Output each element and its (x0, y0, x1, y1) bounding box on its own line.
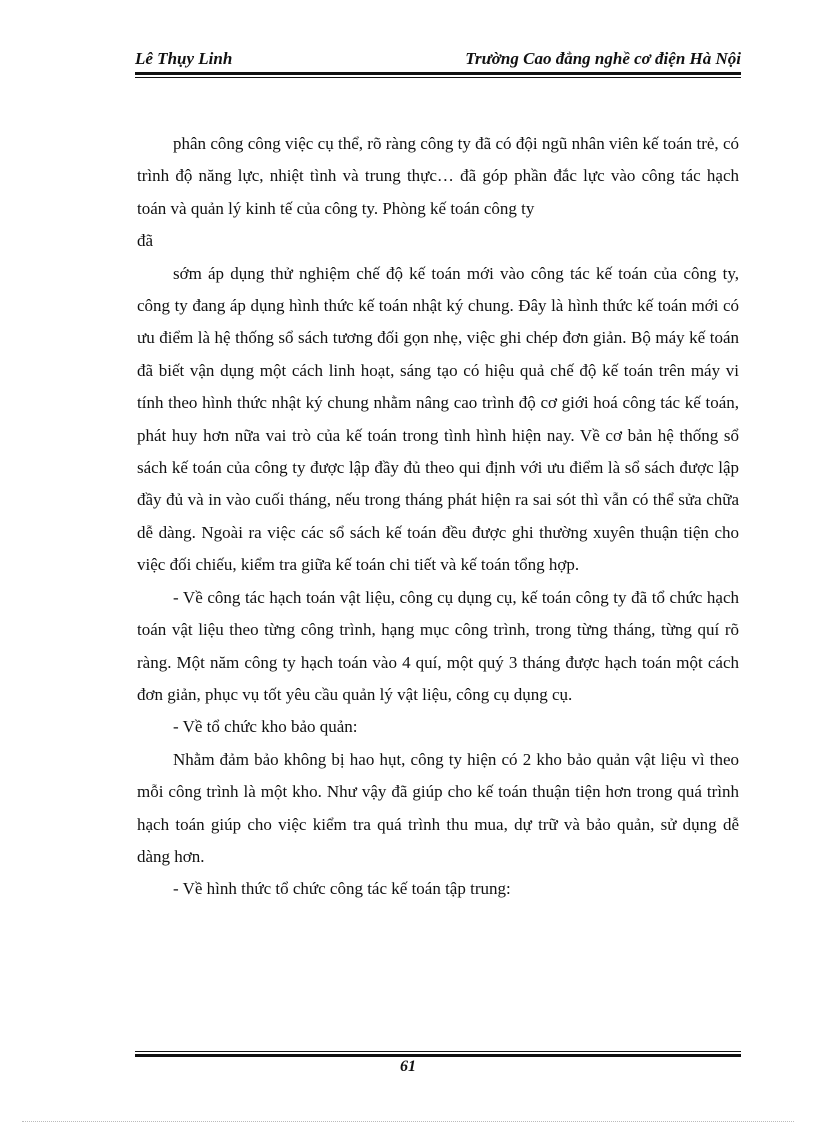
paragraph: đã (137, 231, 154, 251)
paragraph: phân công công việc cụ thể, rõ ràng công ty đã có đội ngũ nhân viên kế toán trẻ, có trình độ năng lực, nhiệt tình và trung thực… đã góp phần đắc lực vào công tác hạch toán và quản lý kinh tế của công ty. Phòng kế toán công ty (137, 134, 739, 218)
page-edge-divider (22, 1121, 794, 1122)
page-number: 61 (400, 1058, 416, 1075)
document-body (137, 128, 739, 906)
footer-rule-thin (135, 1051, 741, 1052)
header-school: Trường Cao đẳng nghề cơ điện Hà Nội (465, 49, 741, 68)
header-rule (135, 72, 741, 75)
page-header (135, 48, 741, 74)
paragraph: Nhằm đảm bảo không bị hao hụt, công ty hiện có 2 kho bảo quản vật liệu vì theo mỗi công trình là một kho. Như vậy đã giúp cho kế toán thuận tiện hơn trong quá trình hạch toán giúp cho việc kiểm tra quá trình thu mua, dự trữ và bảo quản, sử dụng dễ dàng hơn. (137, 749, 739, 866)
header-author: Lê Thụy Linh (135, 49, 233, 68)
paragraph: - Về công tác hạch toán vật liệu, công cụ dụng cụ, kế toán công ty đã tổ chức hạch toán vật liệu theo từng công trình, hạng mục công trình, trong từng tháng, từng quí rõ ràng. Một năm công ty hạch toán vào 4 quí, một quý 3 tháng được hạch toán một cách đơn giản, phục vụ tốt yêu cầu quản lý vật liệu, công cụ dụng cụ. (137, 587, 739, 704)
paragraph: - Về hình thức tổ chức công tác kế toán tập trung: (173, 879, 511, 899)
paragraph: sớm áp dụng thử nghiệm chế độ kế toán mới vào công tác kế toán của công ty, công ty đang áp dụng hình thức kế toán nhật ký chung. Đây là hình thức kế toán mới có ưu điểm là hệ thống sổ sách tương đối gọn nhẹ, việc ghi chép đơn giản. Bộ máy kế toán đã biết vận dụng một cách linh hoạt, sáng tạo có hiệu quả chế độ kế toán trên máy vi tính theo hình thức nhật ký chung nhằm nâng cao trình độ cơ giới hoá công tác kế toán, phát huy hơn nữa vai trò của kế toán trong tình hình hiện nay. Về cơ bản hệ thống sổ sách kế toán của công ty được lập đầy đủ theo qui định với ưu điểm là sổ sách được lập đầy đủ và in vào cuối tháng, nếu trong tháng phát hiện ra sai sót thì vẫn có thể sửa chữa dễ dàng. Ngoài ra việc các sổ sách kế toán đều được ghi thường xuyên thuận tiện cho việc đối chiếu, kiểm tra giữa kế toán chi tiết và kế toán tổng hợp. (137, 263, 739, 575)
paragraph: - Về tổ chức kho bảo quản: (173, 717, 358, 737)
header-rule-thin (135, 77, 741, 78)
